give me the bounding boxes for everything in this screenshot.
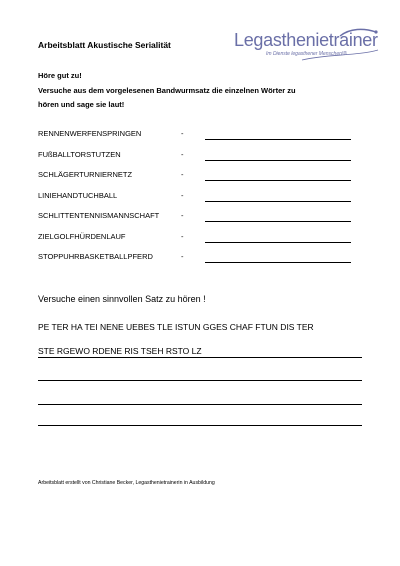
- dash: -: [181, 231, 184, 241]
- compound-word: RENNENWERFENSPRINGEN: [38, 129, 142, 138]
- compound-word: SCHLITTENTENNISMANNSCHAFT: [38, 211, 160, 220]
- logo-name: Legasthenietrainer: [234, 30, 378, 50]
- answer-line[interactable]: [205, 139, 351, 140]
- worksheet-title: Arbeitsblatt Akustische Serialität: [38, 40, 171, 50]
- compound-word: ZIELGOLFHÜRDENLAUF: [38, 231, 126, 241]
- writing-line[interactable]: [38, 425, 362, 426]
- compound-word: STOPPUHRBASKETBALLPFERD: [38, 252, 153, 261]
- word-row: [38, 148, 358, 162]
- compound-word: FUßBALLTORSTUTZEN: [38, 149, 121, 159]
- footer-credit: Arbeitsblatt erstellt von Christiane Becker, Legasthenietrainerin in Ausbildung: [38, 480, 215, 486]
- instructions: [38, 69, 378, 113]
- answer-line[interactable]: [205, 180, 351, 181]
- dash: -: [181, 211, 184, 220]
- compound-word: LINIEHANDTUCHBALL: [38, 190, 118, 200]
- dash: -: [181, 149, 184, 159]
- word-row: [38, 168, 358, 182]
- word-row: [38, 189, 358, 203]
- task-heading: Versuche einen sinnvollen Satz zu hören !: [38, 294, 206, 304]
- answer-line[interactable]: [205, 160, 351, 161]
- dash: -: [181, 170, 184, 179]
- legasthenietrainer-logo: [232, 26, 380, 66]
- answer-line[interactable]: [205, 262, 351, 263]
- puzzle-sentence-line-1: PE TER HA TEI NENE UEBES TLE ISTUN GGES CHAF FTUN DIS TER: [38, 322, 314, 332]
- answer-line[interactable]: [205, 221, 351, 222]
- instruction-line-1: Höre gut zu!: [38, 71, 82, 80]
- logo-tagline: Im Dienste legasthener Menschen!®: [266, 51, 347, 57]
- answer-line[interactable]: [205, 242, 351, 243]
- instruction-line-3: hören und sage sie laut!: [38, 100, 125, 109]
- puzzle-sentence-line-2: STE RGEWO RDENE RIS TSEH RSTO LZ: [38, 346, 362, 358]
- writing-line[interactable]: [38, 404, 362, 405]
- compound-word: SCHLÄGERTURNIERNETZ: [38, 170, 133, 179]
- dash: -: [181, 252, 184, 261]
- word-row: [38, 250, 358, 264]
- answer-line[interactable]: [205, 201, 351, 202]
- instruction-line-2: Versuche aus dem vorgelesenen Bandwurmsatz die einzelnen Wörter zu: [38, 85, 296, 95]
- word-row: [38, 209, 358, 223]
- writing-line[interactable]: [38, 380, 362, 381]
- word-row: [38, 127, 358, 141]
- word-row: [38, 230, 358, 244]
- dash: -: [181, 129, 184, 138]
- dash: -: [181, 190, 184, 200]
